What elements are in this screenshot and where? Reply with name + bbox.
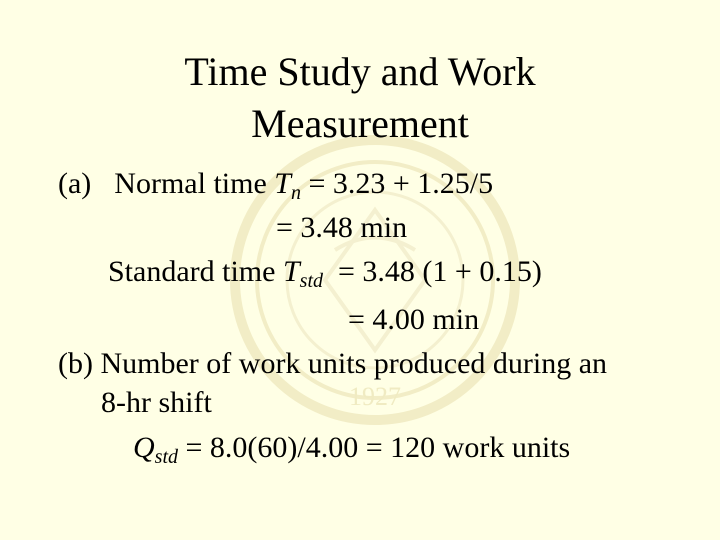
standard-time-result: = 4.00 min bbox=[348, 303, 480, 336]
title-line-2: Measurement bbox=[251, 101, 469, 146]
q-symbol: Q bbox=[133, 431, 155, 464]
part-b-text-line-2: 8-hr shift bbox=[101, 386, 212, 419]
part-b-q-std bbox=[133, 430, 570, 466]
normal-time-expression: = 3.23 + 1.25/5 bbox=[300, 167, 494, 200]
part-b-text-1: Number of work units produced during an bbox=[100, 347, 608, 380]
part-b-label: (b) bbox=[58, 347, 93, 380]
part-a-normal-time bbox=[58, 166, 493, 202]
watermark-year: 1927 bbox=[349, 382, 401, 411]
part-a-label: (a) bbox=[58, 167, 92, 200]
q-expression: = 8.0(60)/4.00 = 120 work units bbox=[178, 431, 571, 464]
part-a-standard-time bbox=[108, 254, 542, 290]
standard-time-prefix: Standard time bbox=[108, 255, 283, 288]
normal-time-result: = 3.48 min bbox=[276, 211, 408, 244]
standard-time-symbol: T bbox=[282, 255, 300, 288]
normal-time-subscript: n bbox=[290, 182, 301, 204]
normal-time-symbol: T bbox=[274, 167, 291, 200]
q-subscript: std bbox=[154, 446, 179, 468]
part-b-text-line-1 bbox=[58, 346, 607, 382]
title-line-1: Time Study and Work bbox=[184, 49, 536, 94]
standard-time-subscript: std bbox=[299, 270, 323, 292]
normal-time-prefix: Normal time bbox=[114, 167, 275, 200]
slide-title bbox=[0, 46, 720, 150]
standard-time-expression: = 3.48 (1 + 0.15) bbox=[323, 255, 542, 288]
